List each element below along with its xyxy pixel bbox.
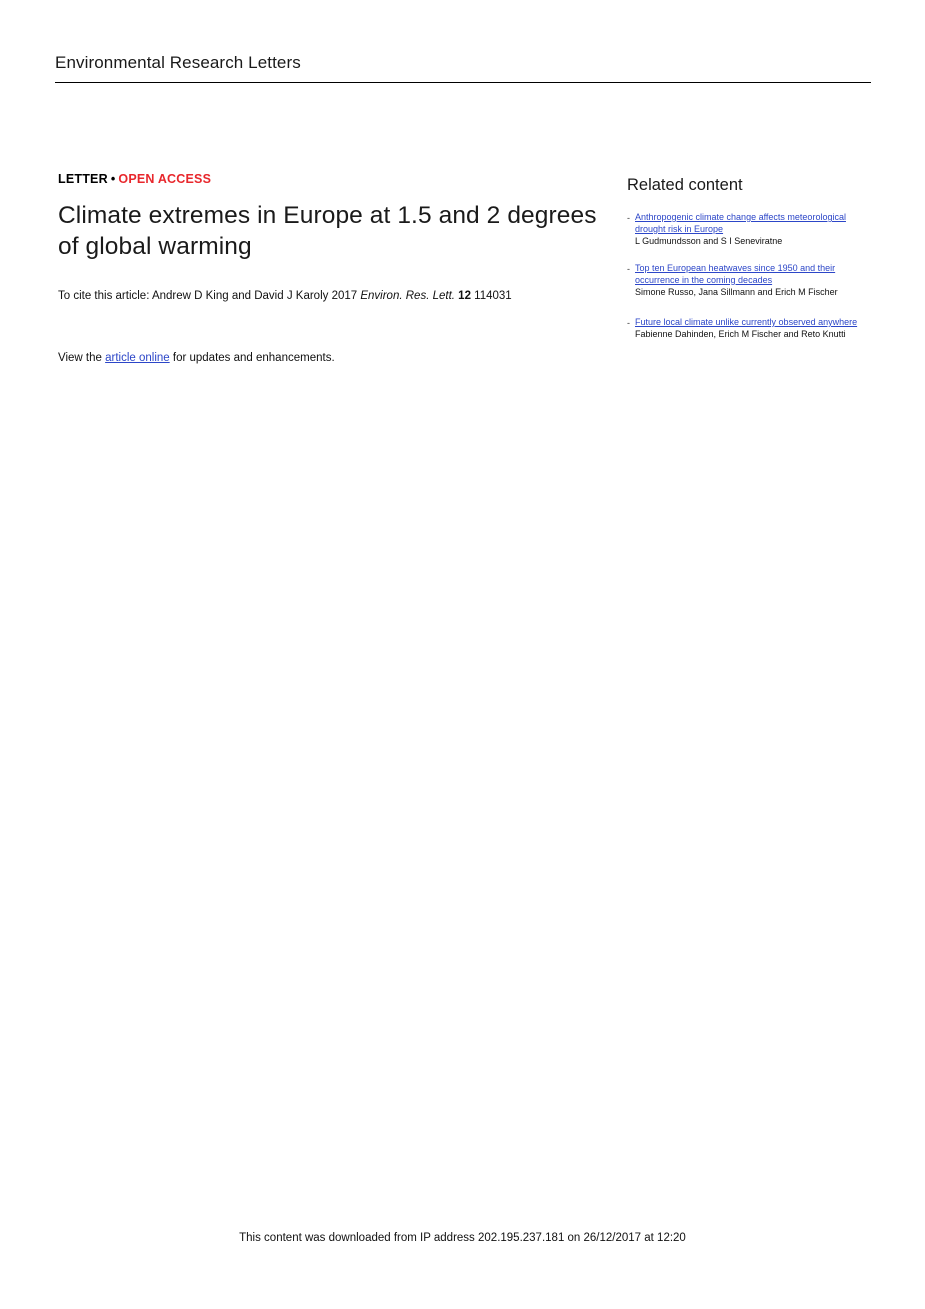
list-item xyxy=(627,262,877,299)
view-online-line xyxy=(58,350,618,366)
article-main-column xyxy=(58,172,618,366)
bullet-icon: - xyxy=(627,213,630,223)
related-item-body xyxy=(635,316,877,341)
related-item-link[interactable]: Anthropogenic climate change affects meteorological drought risk in Europe xyxy=(635,212,846,234)
article-type-label: LETTER xyxy=(58,172,108,186)
journal-title: Environmental Research Letters xyxy=(55,53,301,72)
related-item-link[interactable]: Future local climate unlike currently observed anywhere xyxy=(635,317,858,327)
related-item-authors: Simone Russo, Jana Sillmann and Erich M Fischer xyxy=(635,286,838,297)
citation-prefix: To cite this article: Andrew D King and David J Karoly 2017 xyxy=(58,290,361,302)
related-item-body xyxy=(635,262,877,299)
page-title: Climate extremes in Europe at 1.5 and 2 degrees of global warming xyxy=(58,202,597,260)
list-item xyxy=(627,316,877,341)
related-item-authors: L Gudmundsson and S I Seneviratne xyxy=(635,236,783,246)
citation-article-number: 114031 xyxy=(474,290,512,302)
view-online-prefix: View the xyxy=(58,352,106,364)
related-item-body xyxy=(635,211,877,248)
article-type-row xyxy=(58,172,618,186)
open-access-badge: OPEN ACCESS xyxy=(118,172,212,186)
list-item xyxy=(627,211,877,248)
article-online-link[interactable]: article online xyxy=(105,352,170,364)
related-item-authors: Fabienne Dahinden, Erich M Fischer and Reto Knutti xyxy=(635,329,846,339)
download-notice: This content was downloaded from IP address 202.195.237.181 on 26/12/2017 at 12:20 xyxy=(239,1232,686,1244)
bullet-icon: - xyxy=(627,263,630,274)
citation-line xyxy=(58,288,618,304)
view-online-suffix: for updates and enhancements. xyxy=(169,352,335,364)
citation-volume: 12 xyxy=(458,290,471,302)
article-label-separator: • xyxy=(110,172,116,186)
citation-journal-abbrev: Environ. Res. Lett. xyxy=(360,290,455,302)
related-content-heading: Related content xyxy=(627,176,743,194)
journal-header xyxy=(55,52,871,83)
header-divider xyxy=(55,82,871,83)
related-item-link[interactable]: Top ten European heatwaves since 1950 and their occurrence in the coming decades xyxy=(635,262,836,285)
related-content-panel xyxy=(627,175,877,355)
bullet-icon: - xyxy=(627,318,630,328)
